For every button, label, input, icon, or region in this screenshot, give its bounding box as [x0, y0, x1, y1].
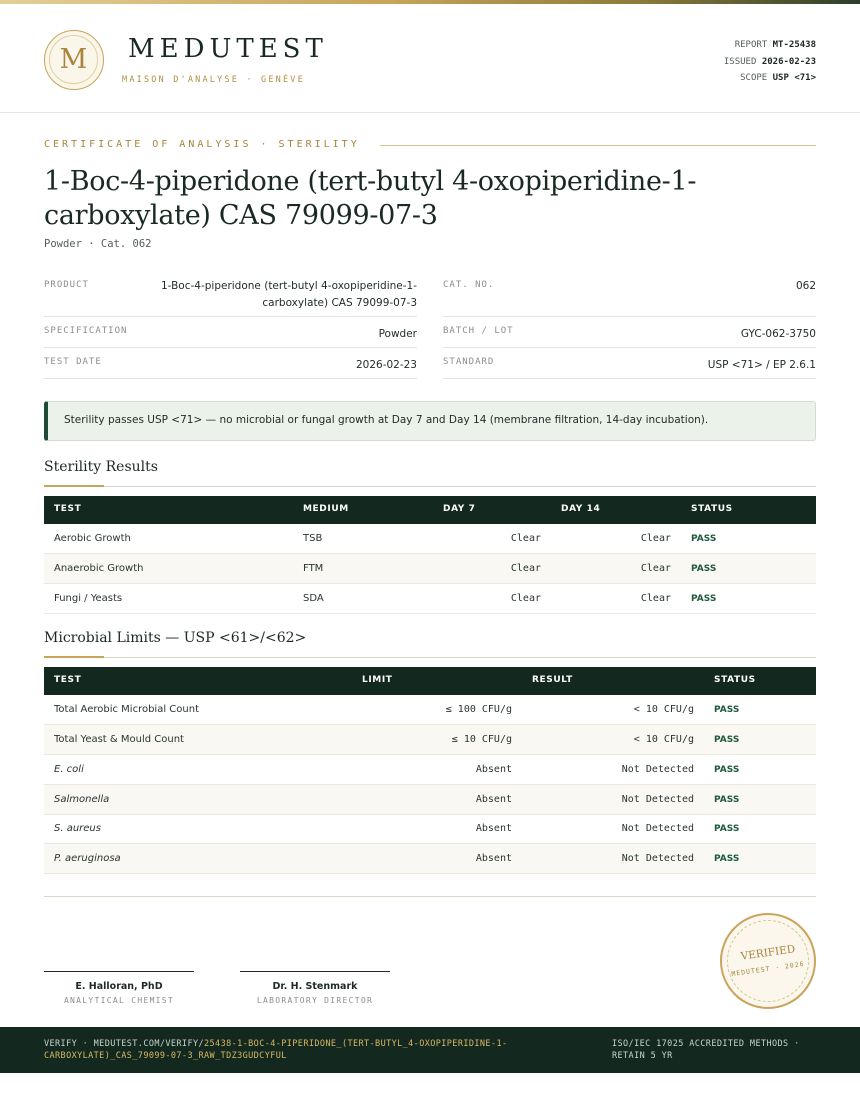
issued-line: [724, 54, 816, 71]
status-badge: PASS: [714, 705, 740, 715]
field-label: TEST DATE: [44, 357, 102, 367]
accreditation-note: ISO/IEC 17025 ACCREDITED METHODS · RETAIN 5 YR: [612, 1039, 800, 1061]
cell-test: Aerobic Growth: [54, 533, 131, 544]
status-badge: PASS: [714, 795, 740, 805]
section-accent: [44, 656, 104, 658]
cell-result: < 10 CFU/g: [633, 734, 694, 745]
cell-result: Not Detected: [621, 853, 694, 864]
signatory-role: LABORATORY DIRECTOR: [256, 996, 374, 1005]
microbial-table-header: [44, 667, 816, 695]
field-product: [44, 278, 417, 317]
col-header-medium: MEDIUM: [303, 504, 349, 514]
signatory-role: ANALYTICAL CHEMIST: [63, 996, 175, 1005]
cell-limit: Absent: [475, 853, 512, 864]
report-id-line: [724, 37, 816, 54]
section-rule: [44, 486, 816, 487]
result-notice: [44, 401, 816, 441]
brand-name: MEDUTEST: [128, 34, 328, 64]
cell-limit: Absent: [475, 794, 512, 805]
signatory-name: Dr. H. Stenmark: [272, 981, 358, 992]
col-header-status: STATUS: [714, 675, 756, 685]
field-value: GYC-062-3750: [740, 328, 816, 340]
section-title-sterility: Sterility Results: [44, 459, 158, 475]
cell-medium: SDA: [303, 593, 324, 604]
table-row: [44, 755, 816, 785]
field-value: 2026-02-23: [355, 359, 417, 371]
cell-result: Not Detected: [621, 823, 694, 834]
logo-letter: M: [59, 44, 88, 75]
table-row: [44, 554, 816, 584]
signature-divider: [44, 896, 816, 897]
table-row: [44, 584, 816, 614]
field-label: PRODUCT: [44, 280, 89, 290]
cell-test: Salmonella: [54, 794, 110, 805]
col-header-result: RESULT: [532, 675, 573, 685]
col-header-day7: DAY 7: [443, 504, 476, 514]
cell-test: S. aureus: [54, 823, 101, 834]
cell-result: < 10 CFU/g: [633, 704, 694, 715]
cell-test: Total Aerobic Microbial Count: [54, 704, 199, 715]
notice-text: Sterility passes USP <71> — no microbial or fungal growth at Day 7 and Day 14 (membrane filtration, 14-day incubation).: [64, 414, 709, 426]
cell-limit: ≤ 10 CFU/g: [451, 734, 512, 745]
logo: [44, 30, 104, 90]
table-row: [44, 524, 816, 554]
cell-result: Not Detected: [621, 764, 694, 775]
cell-medium: TSB: [303, 533, 323, 544]
field-value: USP <71> / EP 2.6.1: [707, 359, 816, 371]
page-subtitle: Powder · Cat. 062: [44, 238, 152, 250]
seal-subtext: MEDUTEST · 2026: [730, 959, 806, 979]
field-value: 062: [795, 280, 816, 292]
field-label: BATCH / LOT: [443, 326, 514, 336]
cell-test: P. aeruginosa: [54, 853, 121, 864]
cell-day14: Clear: [640, 563, 671, 574]
cell-test: Anaerobic Growth: [54, 563, 144, 574]
signature-block: [240, 971, 390, 1005]
section-title-microbial: Microbial Limits — USP <61>/<62>: [44, 630, 307, 646]
report-label: REPORT: [734, 40, 768, 50]
sterility-table-header: [44, 496, 816, 524]
cell-day7: Clear: [510, 593, 541, 604]
table-row: [44, 725, 816, 755]
cell-result: Not Detected: [621, 794, 694, 805]
col-header-day14: DAY 14: [561, 504, 601, 514]
brand-subtitle: MAISON D'ANALYSE · GENÈVE: [122, 75, 305, 85]
status-badge: PASS: [691, 564, 717, 574]
seal-text: VERIFIED: [740, 943, 796, 963]
cell-limit: Absent: [475, 764, 512, 775]
col-header-test: TEST: [54, 504, 82, 514]
cell-day14: Clear: [640, 533, 671, 544]
status-badge: PASS: [691, 534, 717, 544]
cell-test: Total Yeast & Mould Count: [54, 734, 184, 745]
page-title: 1-Boc-4-piperidone (tert-butyl 4-oxopiperidine-1-carboxylate) CAS 79099-07-3: [44, 166, 697, 231]
table-row: [44, 695, 816, 725]
status-badge: PASS: [714, 765, 740, 775]
cell-day14: Clear: [640, 593, 671, 604]
cell-limit: ≤ 100 CFU/g: [445, 704, 512, 715]
verify-line: [44, 1038, 574, 1062]
signatory-name: E. Halloran, PhD: [75, 981, 163, 992]
scope-label: SCOPE: [740, 73, 768, 83]
issued-value: 2026-02-23: [761, 56, 816, 67]
verify-link[interactable]: 25438-1-BOC-4-PIPERIDONE_(TERT-BUTYL_4-OXOPIPERIDINE-1-CARBOXYLATE)_CAS_79099-07-3_RAW_TDZ3GUDCYFUL: [44, 1039, 508, 1061]
field-specification: [44, 326, 417, 348]
cell-day7: Clear: [510, 533, 541, 544]
table-row: [44, 785, 816, 815]
field-standard: [443, 357, 816, 379]
cell-limit: Absent: [475, 823, 512, 834]
signature-block: [44, 971, 194, 1005]
field-value: Powder: [378, 328, 417, 340]
col-header-status: STATUS: [691, 504, 733, 514]
field-label: STANDARD: [443, 357, 495, 367]
field-batch-lot: [443, 326, 816, 348]
report-value: MT-25438: [772, 40, 816, 50]
field-label: CAT. NO.: [443, 280, 495, 290]
cell-test: Fungi / Yeasts: [54, 593, 123, 604]
field-label: SPECIFICATION: [44, 326, 128, 336]
scope-line: [724, 70, 816, 87]
cell-test: E. coli: [54, 764, 84, 775]
col-header-limit: LIMIT: [362, 675, 393, 685]
status-badge: PASS: [691, 594, 717, 604]
eyebrow-rule: [380, 145, 816, 146]
section-accent: [44, 485, 104, 487]
status-badge: PASS: [714, 735, 740, 745]
scope-value: USP <71>: [772, 73, 816, 83]
table-row: [44, 814, 816, 844]
field-value: 1-Boc-4-piperidone (tert-butyl 4-oxopiperidine-1-carboxylate) CAS 79099-07-3: [160, 280, 417, 309]
document-eyebrow: CERTIFICATE OF ANALYSIS · STERILITY: [44, 139, 360, 150]
header: [0, 4, 860, 113]
status-badge: PASS: [714, 854, 740, 864]
cell-day7: Clear: [510, 563, 541, 574]
verified-seal: [720, 913, 816, 1009]
table-row: [44, 844, 816, 874]
cell-medium: FTM: [303, 563, 324, 574]
report-meta: [724, 37, 816, 87]
section-rule: [44, 657, 816, 658]
field-test-date: [44, 357, 417, 379]
verify-prefix: VERIFY · MEDUTEST.COM/VERIFY/: [44, 1039, 205, 1049]
footer: [0, 1027, 860, 1073]
col-header-test: TEST: [54, 675, 82, 685]
issued-label: ISSUED: [723, 56, 757, 67]
status-badge: PASS: [714, 824, 740, 834]
field-cat-no: [443, 278, 816, 317]
